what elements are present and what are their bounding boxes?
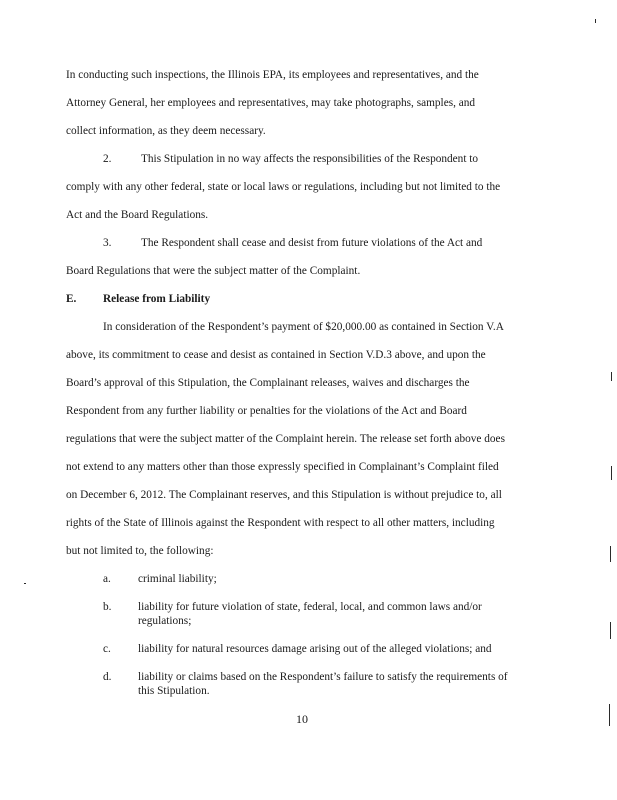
release-line-6: not extend to any matters other than those expressly specified in Complainant’s Complaint filed [66,461,499,473]
list-item-c-text: liability for natural resources damage arising out of the alleged violations; and [138,643,492,655]
scan-artifact-mark [611,466,612,480]
para-3-line-1: The Respondent shall cease and desist from future violations of the Act and [141,237,483,249]
release-line-2: above, its commitment to cease and desist as contained in Section V.D.3 above, and upon the [66,349,486,361]
section-e-title: Release from Liability [103,293,211,305]
intro-line-1: In conducting such inspections, the Illinois EPA, its employees and representatives, and the [66,69,479,81]
para-2-line-1: This Stipulation in no way affects the responsibilities of the Respondent to [141,153,479,165]
scan-artifact-mark [595,19,596,23]
list-item-b-letter: b. [103,601,112,613]
scan-artifact-mark [611,372,612,381]
section-e-letter: E. [66,293,77,305]
scan-artifact-mark [610,622,611,639]
list-item-d-line-2: this Stipulation. [138,685,210,697]
intro-line-3: collect information, as they deem necessary. [66,125,266,137]
list-item-d-line-1: liability or claims based on the Respondent’s failure to satisfy the requirements of [138,671,508,683]
list-item-a-text: criminal liability; [138,573,217,585]
para-2-number: 2. [103,153,112,165]
list-item-d-letter: d. [103,671,112,683]
scan-artifact-mark [609,704,610,726]
list-item-a-letter: a. [103,573,111,585]
list-item-c-letter: c. [103,643,111,655]
release-line-4: Respondent from any further liability or penalties for the violations of the Act and Board [66,405,467,417]
release-line-3: Board’s approval of this Stipulation, the Complainant releases, waives and discharges the [66,377,470,389]
para-2-line-3: Act and the Board Regulations. [66,209,209,221]
intro-line-2: Attorney General, her employees and representatives, may take photographs, samples, and [66,97,476,109]
list-item-b-line-2: regulations; [138,615,192,627]
release-line-8: rights of the State of Illinois against the Respondent with respect to all other matters, including [66,517,495,529]
release-line-1: In consideration of the Respondent’s payment of $20,000.00 as contained in Section V.A [103,321,504,333]
para-3-number: 3. [103,237,112,249]
page-number: 10 [296,712,308,726]
para-2-line-2: comply with any other federal, state or local laws or regulations, including but not limited to the [66,181,501,193]
para-3-line-2: Board Regulations that were the subject matter of the Complaint. [66,265,361,277]
scan-artifact-mark [610,546,611,562]
release-line-7: on December 6, 2012. The Complainant reserves, and this Stipulation is without prejudice to, all [66,489,502,501]
list-item-b-line-1: liability for future violation of state, federal, local, and common laws and/or [138,601,482,613]
release-line-9: but not limited to, the following: [66,545,214,557]
release-line-5: regulations that were the subject matter of the Complaint herein. The release set forth above does [66,433,505,445]
scan-artifact-mark [24,583,26,584]
